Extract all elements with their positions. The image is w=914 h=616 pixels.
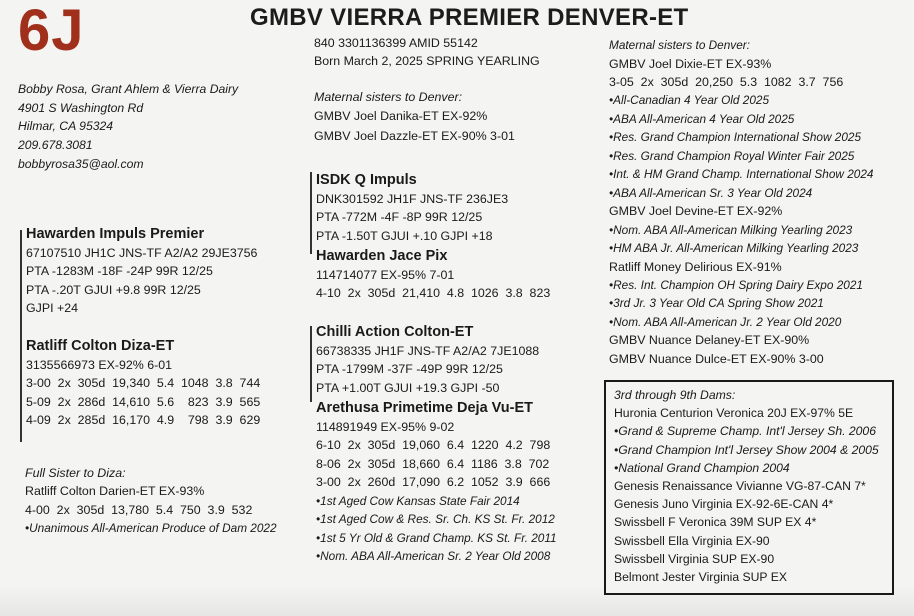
isdk-block [316,170,508,245]
sire-line: PTA -1283M -18F -24P 99R 12/25 [26,264,213,279]
arethusa-block [316,398,557,566]
dixie-name: GMBV Joel Dixie-ET EX-93% [609,56,772,71]
arethusa-honor: •1st Aged Cow Kansas State Fair 2014 [316,493,520,508]
dixie-record: 3-05 2x 305d 20,250 5.3 1082 3.7 756 [609,74,844,89]
dams-box-header: 3rd through 9th Dams: [614,388,736,402]
devine-name: GMBV Joel Devine-ET EX-92% [609,204,783,219]
chilli-block [316,322,539,397]
dixie-honor: •Int. & HM Grand Champ. International Show 2024 [609,167,874,182]
sire-block [26,224,257,317]
sire-line: GJPI +24 [26,300,79,315]
dam-record: 4-09 2x 285d 16,170 4.9 798 3.9 629 [26,413,261,428]
consignor-block [18,80,238,174]
full-sister-header: Full Sister to Diza: [25,466,126,480]
pedigree-line-left [20,230,22,442]
arethusa-id: 114891949 EX-95% 9-02 [316,420,455,434]
pedigree-line-isdk [310,172,312,254]
maternal-sister-name: GMBV Nuance Dulce-ET EX-90% 3-00 [609,351,824,366]
isdk-line: DNK301592 JH1F JNS-TF 236JE3 [316,192,509,206]
dams-box-content [614,386,879,586]
consignor-street: 4901 S Washington Rd [18,100,144,115]
delirious-name: Ratliff Money Delirious EX-91% [609,259,782,274]
mid-maternal-item: GMBV Joel Dazzle-ET EX-90% 3-01 [314,129,515,144]
arethusa-honor: •1st Aged Cow & Res. Sr. Ch. KS St. Fr. 2012 [316,512,555,527]
consignor-city: Hilmar, CA 95324 [18,119,114,134]
isdk-line: PTA -772M -4F -8P 99R 12/25 [316,210,483,225]
arethusa-record: 8-06 2x 305d 18,660 6.4 1186 3.8 702 [316,456,550,471]
chilli-line: PTA +1.00T GJUI +19.3 GJPI -50 [316,380,500,395]
dixie-honor: •ABA All-American Sr. 3 Year Old 2024 [609,185,813,200]
page-title: GMBV VIERRA PREMIER DENVER-ET [250,4,689,31]
dam-record: 5-09 2x 286d 14,610 5.6 823 3.9 565 [26,394,261,409]
dam-id: 3135566973 EX-92% 6-01 [26,358,173,372]
consignor-phone: 209.678.3081 [18,138,93,153]
dixie-honor: •ABA All-American 4 Year Old 2025 [609,111,795,126]
dam-name: Ratliff Colton Diza-ET [26,338,175,354]
jace-name: Hawarden Jace Pix [316,248,448,264]
veronica-honor: •National Grand Champion 2004 [614,460,790,475]
arethusa-record: 3-00 2x 260d 17,090 6.2 1052 3.9 666 [316,475,551,490]
animal-info [314,34,540,71]
animal-birth: Born March 2, 2025 SPRING YEARLING [314,54,540,69]
mid-maternal-item: GMBV Joel Danika-ET EX-92% [314,109,488,124]
ancestor-dam: Swissbell Ella Virginia EX-90 [614,533,770,548]
delirious-honor: •Res. Int. Champion OH Spring Dairy Expo 2021 [609,277,863,292]
dams-box [604,380,894,595]
dixie-honor: •Res. Grand Champion International Show 2025 [609,130,862,145]
chilli-name: Chilli Action Colton-ET [316,324,474,340]
full-sister-honor: •Unanimous All-American Produce of Dam 2022 [25,521,277,536]
delirious-honor: •3rd Jr. 3 Year Old CA Spring Show 2021 [609,296,824,311]
dixie-honor: •All-Canadian 4 Year Old 2025 [609,93,770,108]
ancestor-dam: Swissbell F Veronica 39M SUP EX 4* [614,515,817,530]
jace-record: 4-10 2x 305d 21,410 4.8 1026 3.8 823 [316,286,551,301]
veronica-honor: •Grand Champion Int'l Jersey Show 2004 & 2005 [614,442,879,457]
ancestor-dam: Swissbell Virginia SUP EX-90 [614,551,775,566]
arethusa-record: 6-10 2x 305d 19,060 6.4 1220 4.2 798 [316,438,551,453]
dixie-honor: •Res. Grand Champion Royal Winter Fair 2025 [609,148,855,163]
dam-record: 3-00 2x 305d 19,340 5.4 1048 3.8 744 [26,376,261,391]
sire-line: PTA -.20T GJUI +9.8 99R 12/25 [26,282,201,297]
dam-block [26,336,260,430]
mid-maternal-header: Maternal sisters to Denver: [314,90,463,104]
chilli-line: 66738335 JH1F JNS-TF A2/A2 7JE1088 [316,344,540,358]
delirious-honor: •Nom. ABA All-American Jr. 2 Year Old 2020 [609,314,842,329]
dam-veronica: Huronia Centurion Veronica 20J EX-97% 5E [614,406,854,421]
right-maternal-header: Maternal sisters to Denver: [609,38,750,52]
pedigree-line-chilli [310,326,312,402]
animal-registration: 840 3301136399 AMID 55142 [314,36,478,50]
isdk-line: PTA -1.50T GJUI +.10 GJPI +18 [316,228,493,243]
mid-maternal-block [314,88,515,146]
full-sister-record: 4-00 2x 305d 13,780 5.4 750 3.9 532 [25,502,253,517]
devine-honor: •HM ABA Jr. All-American Milking Yearling 2023 [609,241,859,256]
jace-block [316,246,550,303]
full-sister-name: Ratliff Colton Darien-ET EX-93% [25,484,205,499]
chilli-line: PTA -1799M -37F -49P 99R 12/25 [316,362,503,377]
devine-honor: •Nom. ABA All-American Milking Yearling 2023 [609,222,853,237]
right-maternal-block [609,36,873,368]
ancestor-dam: Genesis Renaissance Vivianne VG-87-CAN 7* [614,479,866,494]
jace-id: 114714077 EX-95% 7-01 [316,268,455,282]
ancestor-dam: Genesis Juno Virginia EX-92-6E-CAN 4* [614,497,834,512]
isdk-name: ISDK Q Impuls [316,172,417,188]
arethusa-name: Arethusa Primetime Deja Vu-ET [316,400,534,416]
lot-number: 6J [18,0,85,63]
sire-line: 67107510 JH1C JNS-TF A2/A2 29JE3756 [26,246,258,260]
consignor-names: Bobby Rosa, Grant Ahlem & Vierra Dairy [18,82,239,96]
arethusa-honor: •Nom. ABA All-American Sr. 2 Year Old 2008 [316,549,551,564]
veronica-honor: •Grand & Supreme Champ. Int'l Jersey Sh. 2006 [614,424,876,439]
consignor-email: bobbyrosa35@aol.com [18,156,144,171]
full-sister-block [25,464,277,538]
maternal-sister-name: GMBV Nuance Delaney-ET EX-90% [609,333,810,348]
sire-name: Hawarden Impuls Premier [26,226,205,242]
ancestor-dam: Belmont Jester Virginia SUP EX [614,570,787,585]
arethusa-honor: •1st 5 Yr Old & Grand Champ. KS St. Fr. 2011 [316,530,557,545]
